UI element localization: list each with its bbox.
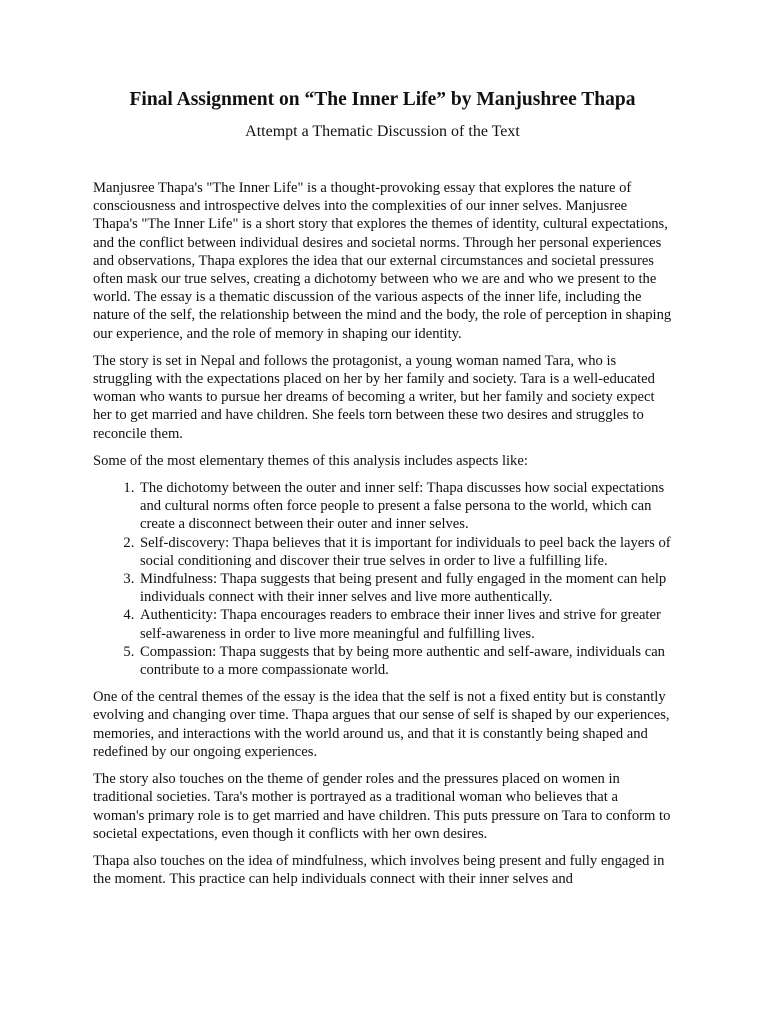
document-title: Final Assignment on “The Inner Life” by Manjushree Thapa	[129, 89, 636, 110]
intro-paragraph: Manjusree Thapa's "The Inner Life" is a thought-provoking essay that explores the nature of consciousness and introspective delves into the complexities of our inner selves. Manjusree Thapa's "The Inner Life" is a short story that explores the themes of identity, cultural expectations, and the conflict between individual desires and societal norms. Through her personal experiences and observations, Thapa explores the idea that our external circumstances and societal pressures often mask our true selves, creating a dichotomy between who we are and who we present to the world. The essay is a thematic discussion of the various aspects of the inner life, including the nature of the self, the relationship between the mind and the body, the role of perception in shaping our experience, and the role of memory in shaping our identity.	[93, 180, 672, 342]
themes-lead-paragraph: Some of the most elementary themes of this analysis includes aspects like:	[93, 452, 528, 469]
list-item: 1. The dichotomy between the outer and inner self: Thapa discusses how social expectations and cultural norms often force people to present a false persona to the world, which can create a disconnect between their outer and inner selves.	[138, 479, 672, 534]
document-body	[93, 179, 672, 888]
themes-list	[93, 479, 672, 679]
document-subtitle: Attempt a Thematic Discussion of the Text	[245, 123, 520, 140]
mindfulness-paragraph: Thapa also touches on the idea of mindfulness, which involves being present and fully engaged in the moment. This practice can help individuals connect with their inner selves and	[93, 852, 665, 888]
list-item: 2. Self-discovery: Thapa believes that it is important for individuals to peel back the layers of social conditioning and discover their true selves in order to live a fulfilling life.	[138, 534, 672, 570]
self-theme-paragraph: One of the central themes of the essay is the idea that the self is not a fixed entity but is constantly evolving and changing over time. Thapa argues that our sense of self is shaped by our experiences, memories, and interactions with the world around us, and that it is constantly being shaped and redefined by our ongoing experiences.	[93, 689, 670, 760]
list-item: 4. Authenticity: Thapa encourages readers to embrace their inner lives and strive for greater self-awareness in order to live more meaningful and fulfilling lives.	[138, 606, 672, 642]
list-item: 3. Mindfulness: Thapa suggests that being present and fully engaged in the moment can help individuals connect with their inner selves and live more authentically.	[138, 570, 672, 606]
gender-roles-paragraph: The story also touches on the theme of gender roles and the pressures placed on women in traditional societies. Tara's mother is portrayed as a traditional woman who believes that a woman's primary role is to get married and have children. This puts pressure on Tara to conform to societal expectations, even though it conflicts with her own desires.	[93, 771, 671, 842]
setting-paragraph: The story is set in Nepal and follows the protagonist, a young woman named Tara, who is struggling with the expectations placed on her by her family and society. Tara is a well-educated woman who wants to pursue her dreams of becoming a writer, but her family and society expect her to get married and have children. She feels torn between these two desires and struggles to reconcile them.	[93, 352, 655, 442]
list-item: 5. Compassion: Thapa suggests that by being more authentic and self-aware, individuals can contribute to a more compassionate world.	[138, 643, 672, 679]
